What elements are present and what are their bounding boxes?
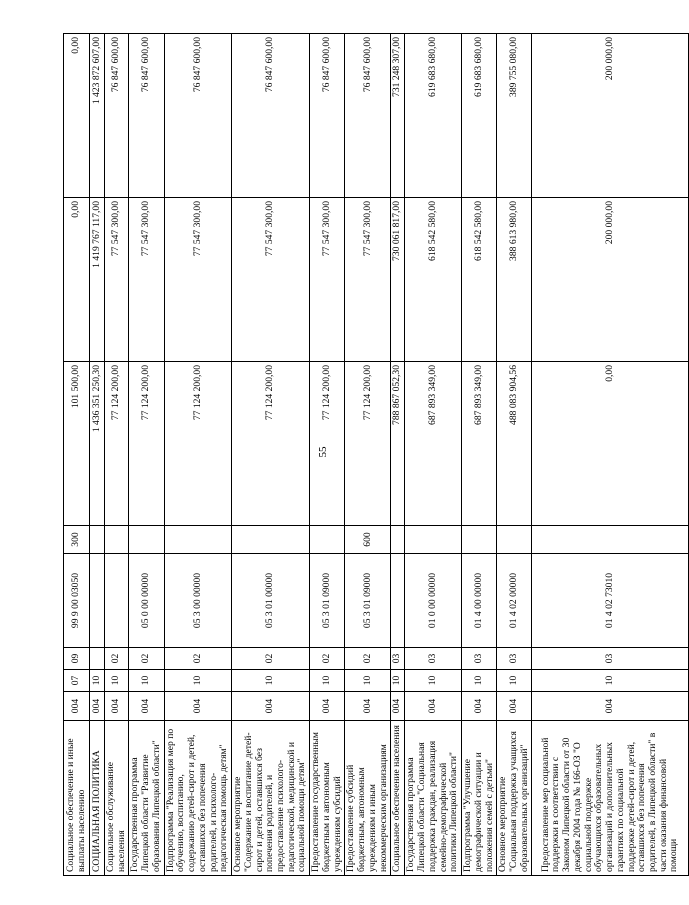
amount-year-3: 389 755 080,00 <box>497 34 532 198</box>
ministry-code: 004 <box>232 692 310 721</box>
row-name: Социальное обеспечение и иные выплаты населению <box>64 721 90 876</box>
table-row <box>164 34 231 876</box>
row-name: Основное мероприятие "Социальная поддержка учащихся образовательных организаций" <box>497 721 532 876</box>
expense-type: 600 <box>345 526 391 554</box>
amount-year-3: 76 847 600,00 <box>232 34 310 198</box>
row-name: Подпрограмма "Улучшение демографической ситуации и положения семей с детьми" <box>462 721 497 876</box>
section-code: 10 <box>462 670 497 692</box>
amount-year-3: 76 847 600,00 <box>105 34 129 198</box>
section-code: 10 <box>164 670 231 692</box>
amount-year-1: 687 893 349,00 <box>462 362 497 526</box>
ministry-code: 004 <box>164 692 231 721</box>
amount-year-2: 618 542 580,00 <box>462 198 497 362</box>
target-article: 01 4 02 00000 <box>497 554 532 648</box>
row-name: Предоставление мер социальной поддержки в соответствии с Законом Липецкой области от 30 декабря 2004 года № 166-ОЗ "О социальной поддержке обучающихся образовательных организаций и дополнительных гарантиях по социальной поддержке детей-сирот и детей, оставшихся без попечения родителей, в Липецкой области" в части оказания финансовой помощи <box>532 721 689 876</box>
subsection-code: 03 <box>497 648 532 670</box>
ministry-code: 004 <box>129 692 164 721</box>
target-article: 05 0 00 00000 <box>129 554 164 648</box>
table-row <box>532 34 689 876</box>
amount-year-2: 730 061 817,00 <box>391 198 405 362</box>
table-row <box>129 34 164 876</box>
amount-year-1: 77 124 200,00 <box>345 362 391 526</box>
target-article <box>105 554 129 648</box>
expense-type <box>532 526 689 554</box>
table-row <box>310 34 345 876</box>
amount-year-1: 1 436 351 250,30 <box>90 362 105 526</box>
table-row <box>105 34 129 876</box>
section-code: 10 <box>532 670 689 692</box>
amount-year-2: 77 547 300,00 <box>310 198 345 362</box>
subsection-code: 02 <box>345 648 391 670</box>
ministry-code: 004 <box>532 692 689 721</box>
section-code: 10 <box>345 670 391 692</box>
table-row <box>405 34 462 876</box>
subsection-code: 02 <box>310 648 345 670</box>
ministry-code: 004 <box>310 692 345 721</box>
subsection-code <box>90 648 105 670</box>
section-code: 10 <box>232 670 310 692</box>
section-code: 10 <box>90 670 105 692</box>
target-article: 05 3 01 00000 <box>232 554 310 648</box>
ministry-code: 004 <box>391 692 405 721</box>
subsection-code: 02 <box>164 648 231 670</box>
table-row <box>90 34 105 876</box>
section-code: 10 <box>310 670 345 692</box>
amount-year-1: 0,00 <box>532 362 689 526</box>
section-code: 10 <box>497 670 532 692</box>
table-row <box>462 34 497 876</box>
subsection-code: 02 <box>105 648 129 670</box>
row-name: Подпрограмма "Реализация мер по обучению, воспитанию, содержанию детей-сирот и детей, оставшихся без попечения родителей, и психолого-педагогическая помощь детям" <box>164 721 231 876</box>
amount-year-1: 77 124 200,00 <box>129 362 164 526</box>
amount-year-1: 77 124 200,00 <box>105 362 129 526</box>
ministry-code: 004 <box>497 692 532 721</box>
section-code: 10 <box>391 670 405 692</box>
amount-year-2: 1 419 767 117,00 <box>90 198 105 362</box>
target-article: 01 0 00 00000 <box>405 554 462 648</box>
amount-year-3: 619 683 680,00 <box>462 34 497 198</box>
subsection-code: 03 <box>462 648 497 670</box>
amount-year-2: 388 613 980,00 <box>497 198 532 362</box>
table-row <box>232 34 310 876</box>
subsection-code: 02 <box>129 648 164 670</box>
row-name: Государственная программа Липецкой области "Развитие образования Липецкой области" <box>129 721 164 876</box>
expense-type <box>462 526 497 554</box>
page-number: 55 <box>317 446 329 458</box>
row-name: Основное мероприятие "Содержание и воспитание детей-сирот и детей, оставшихся без попечения родителей, и предоставление психолого-педагогической, медицинской и социальной помощи детям" <box>232 721 310 876</box>
ministry-code: 004 <box>405 692 462 721</box>
amount-year-2: 0,00 <box>64 198 90 362</box>
table-row <box>497 34 532 876</box>
amount-year-1: 77 124 200,00 <box>164 362 231 526</box>
amount-year-3: 731 248 307,00 <box>391 34 405 198</box>
expense-type <box>405 526 462 554</box>
amount-year-3: 200 000,00 <box>532 34 689 198</box>
amount-year-3: 76 847 600,00 <box>129 34 164 198</box>
ministry-code: 004 <box>64 692 90 721</box>
budget-table-container <box>63 34 680 876</box>
row-name: Социальное обслуживание населения <box>105 721 129 876</box>
table-row <box>345 34 391 876</box>
expense-type <box>164 526 231 554</box>
subsection-code: 02 <box>232 648 310 670</box>
amount-year-3: 76 847 600,00 <box>310 34 345 198</box>
ministry-code: 004 <box>462 692 497 721</box>
section-code: 10 <box>405 670 462 692</box>
expense-type <box>105 526 129 554</box>
budget-table <box>63 33 689 876</box>
target-article: 05 3 01 09000 <box>310 554 345 648</box>
subsection-code: 03 <box>532 648 689 670</box>
amount-year-2: 77 547 300,00 <box>105 198 129 362</box>
expense-type <box>232 526 310 554</box>
row-name: СОЦИАЛЬНАЯ ПОЛИТИКА <box>90 721 105 876</box>
expense-type <box>310 526 345 554</box>
ministry-code: 004 <box>345 692 391 721</box>
target-article: 05 3 00 00000 <box>164 554 231 648</box>
amount-year-2: 77 547 300,00 <box>129 198 164 362</box>
subsection-code: 03 <box>391 648 405 670</box>
amount-year-3: 76 847 600,00 <box>345 34 391 198</box>
expense-type <box>497 526 532 554</box>
row-name: Предоставление государственным бюджетным и автономным учреждениям субсидий <box>310 721 345 876</box>
expense-type <box>391 526 405 554</box>
section-code: 10 <box>129 670 164 692</box>
amount-year-2: 77 547 300,00 <box>164 198 231 362</box>
target-article: 05 3 01 09000 <box>345 554 391 648</box>
amount-year-1: 77 124 200,00 <box>310 362 345 526</box>
amount-year-1: 101 500,00 <box>64 362 90 526</box>
amount-year-3: 0,00 <box>64 34 90 198</box>
target-article: 01 4 00 00000 <box>462 554 497 648</box>
amount-year-1: 488 083 904,56 <box>497 362 532 526</box>
subsection-code: 09 <box>64 648 90 670</box>
expense-type <box>129 526 164 554</box>
section-code: 07 <box>64 670 90 692</box>
amount-year-3: 1 423 872 607,00 <box>90 34 105 198</box>
target-article <box>391 554 405 648</box>
amount-year-2: 77 547 300,00 <box>232 198 310 362</box>
section-code: 10 <box>105 670 129 692</box>
ministry-code: 004 <box>105 692 129 721</box>
target-article <box>90 554 105 648</box>
amount-year-2: 200 000,00 <box>532 198 689 362</box>
amount-year-3: 619 683 680,00 <box>405 34 462 198</box>
row-name: Государственная программа Липецкой области "Социальная поддержка граждан, реализация семейно-демографической политики Липецкой области" <box>405 721 462 876</box>
table-row <box>391 34 405 876</box>
amount-year-1: 77 124 200,00 <box>232 362 310 526</box>
amount-year-2: 618 542 580,00 <box>405 198 462 362</box>
expense-type: 300 <box>64 526 90 554</box>
amount-year-2: 77 547 300,00 <box>345 198 391 362</box>
amount-year-1: 788 867 052,30 <box>391 362 405 526</box>
table-row <box>64 34 90 876</box>
row-name: Социальное обеспечение населения <box>391 721 405 876</box>
target-article: 99 9 00 03050 <box>64 554 90 648</box>
amount-year-3: 76 847 600,00 <box>164 34 231 198</box>
target-article: 01 4 02 73010 <box>532 554 689 648</box>
subsection-code: 03 <box>405 648 462 670</box>
row-name: Предоставление субсидий бюджетным, автономным учреждениям и иным некоммерческим организациям <box>345 721 391 876</box>
ministry-code: 004 <box>90 692 105 721</box>
amount-year-1: 687 893 349,00 <box>405 362 462 526</box>
table-body <box>64 34 689 876</box>
expense-type <box>90 526 105 554</box>
